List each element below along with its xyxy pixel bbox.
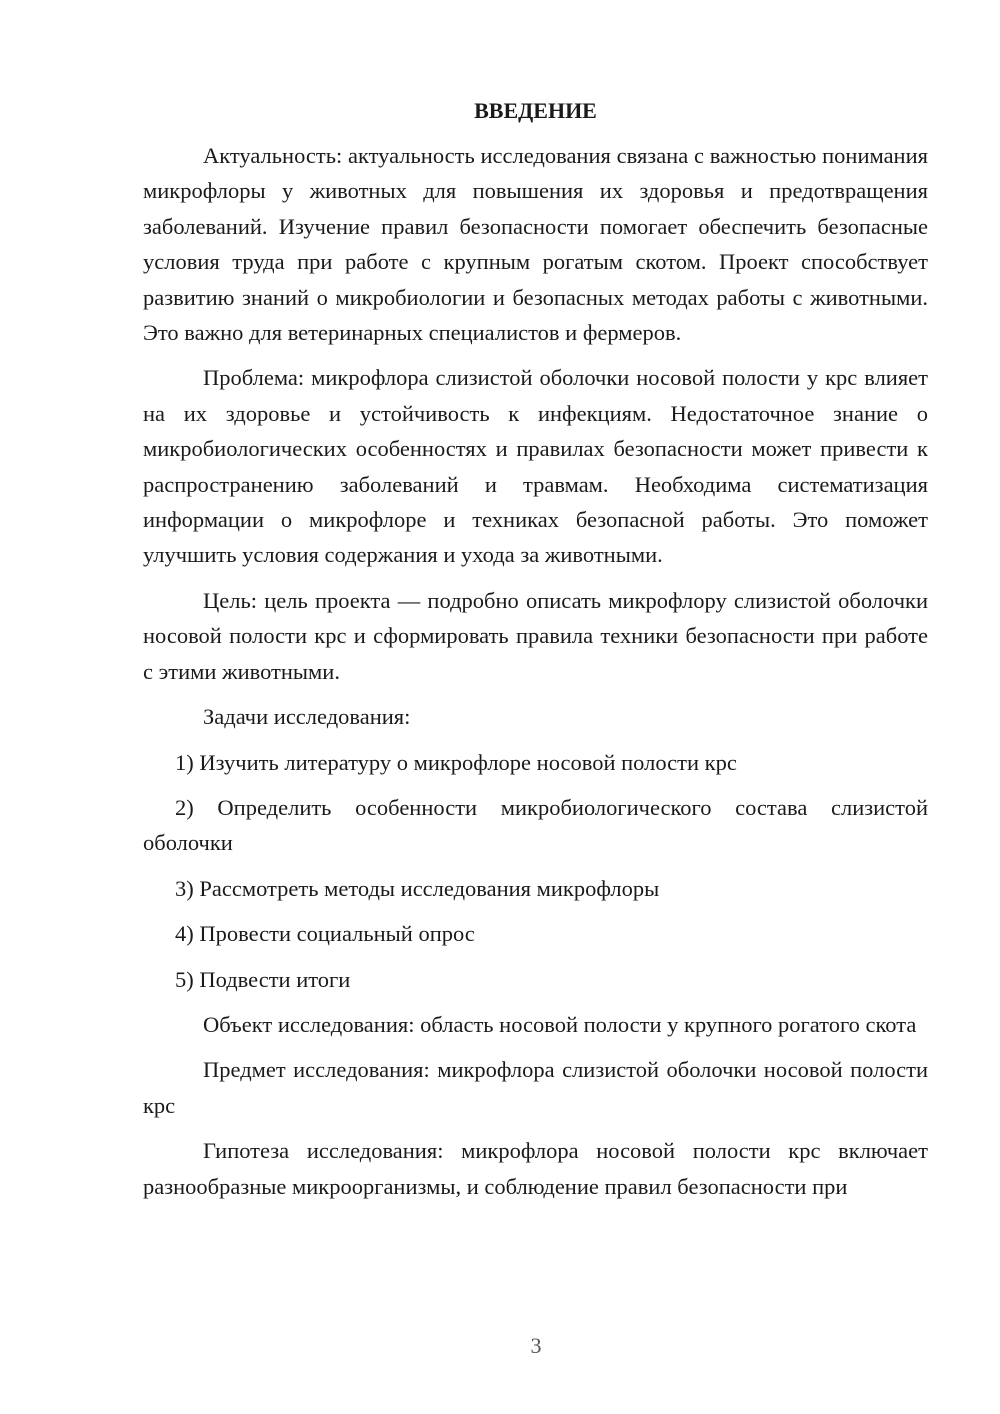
page-content <box>143 94 928 1204</box>
paragraph-hypothesis: Гипотеза исследования: микрофлора носовой полости крс включает разнообразные микроорганизмы, и соблюдение правил безопасности при <box>143 1138 928 1199</box>
task-item-5: 5) Подвести итоги <box>175 966 351 992</box>
page-number: 3 <box>530 1333 542 1358</box>
page-title: ВВЕДЕНИЕ <box>474 98 597 123</box>
task-item-1: 1) Изучить литературу о микрофлоре носовой полости крс <box>175 749 737 775</box>
paragraph-object: Объект исследования: область носовой полости у крупного рогатого скота <box>203 1011 917 1037</box>
paragraph-subject: Предмет исследования: микрофлора слизистой оболочки носовой полости крс <box>143 1057 928 1118</box>
tasks-heading: Задачи исследования: <box>203 704 411 730</box>
task-item-2: 2) Определить особенности микробиологического состава слизистой оболочки <box>143 794 928 856</box>
paragraph-problem: Проблема: микрофлора слизистой оболочки носовой полости у крс влияет на их здоровье и устойчивость к инфекциям. Недостаточное знание о микробиологических особенностях и правилах безопасности может привести к распространению заболеваний и травмам. Необходима систематизация информации о микрофлоре и техниках безопасной работы. Это поможет улучшить условия содержания и ухода за животными. <box>143 365 928 568</box>
paragraph-relevance: Актуальность: актуальность исследования связана с важностью понимания микрофлоры у животных для повышения их здоровья и предотвращения заболеваний. Изучение правил безопасности помогает обеспечить безопасные условия труда при работе с крупным рогатым скотом. Проект способствует развитию знаний о микробиологии и безопасных методах работы с животными. Это важно для ветеринарных специалистов и фермеров. <box>143 143 928 346</box>
task-item-3: 3) Рассмотреть методы исследования микрофлоры <box>175 875 660 901</box>
task-item-4: 4) Провести социальный опрос <box>175 921 475 947</box>
paragraph-goal: Цель: цель проекта — подробно описать микрофлору слизистой оболочки носовой полости крс и сформировать правила техники безопасности при работе с этими животными. <box>143 587 928 684</box>
